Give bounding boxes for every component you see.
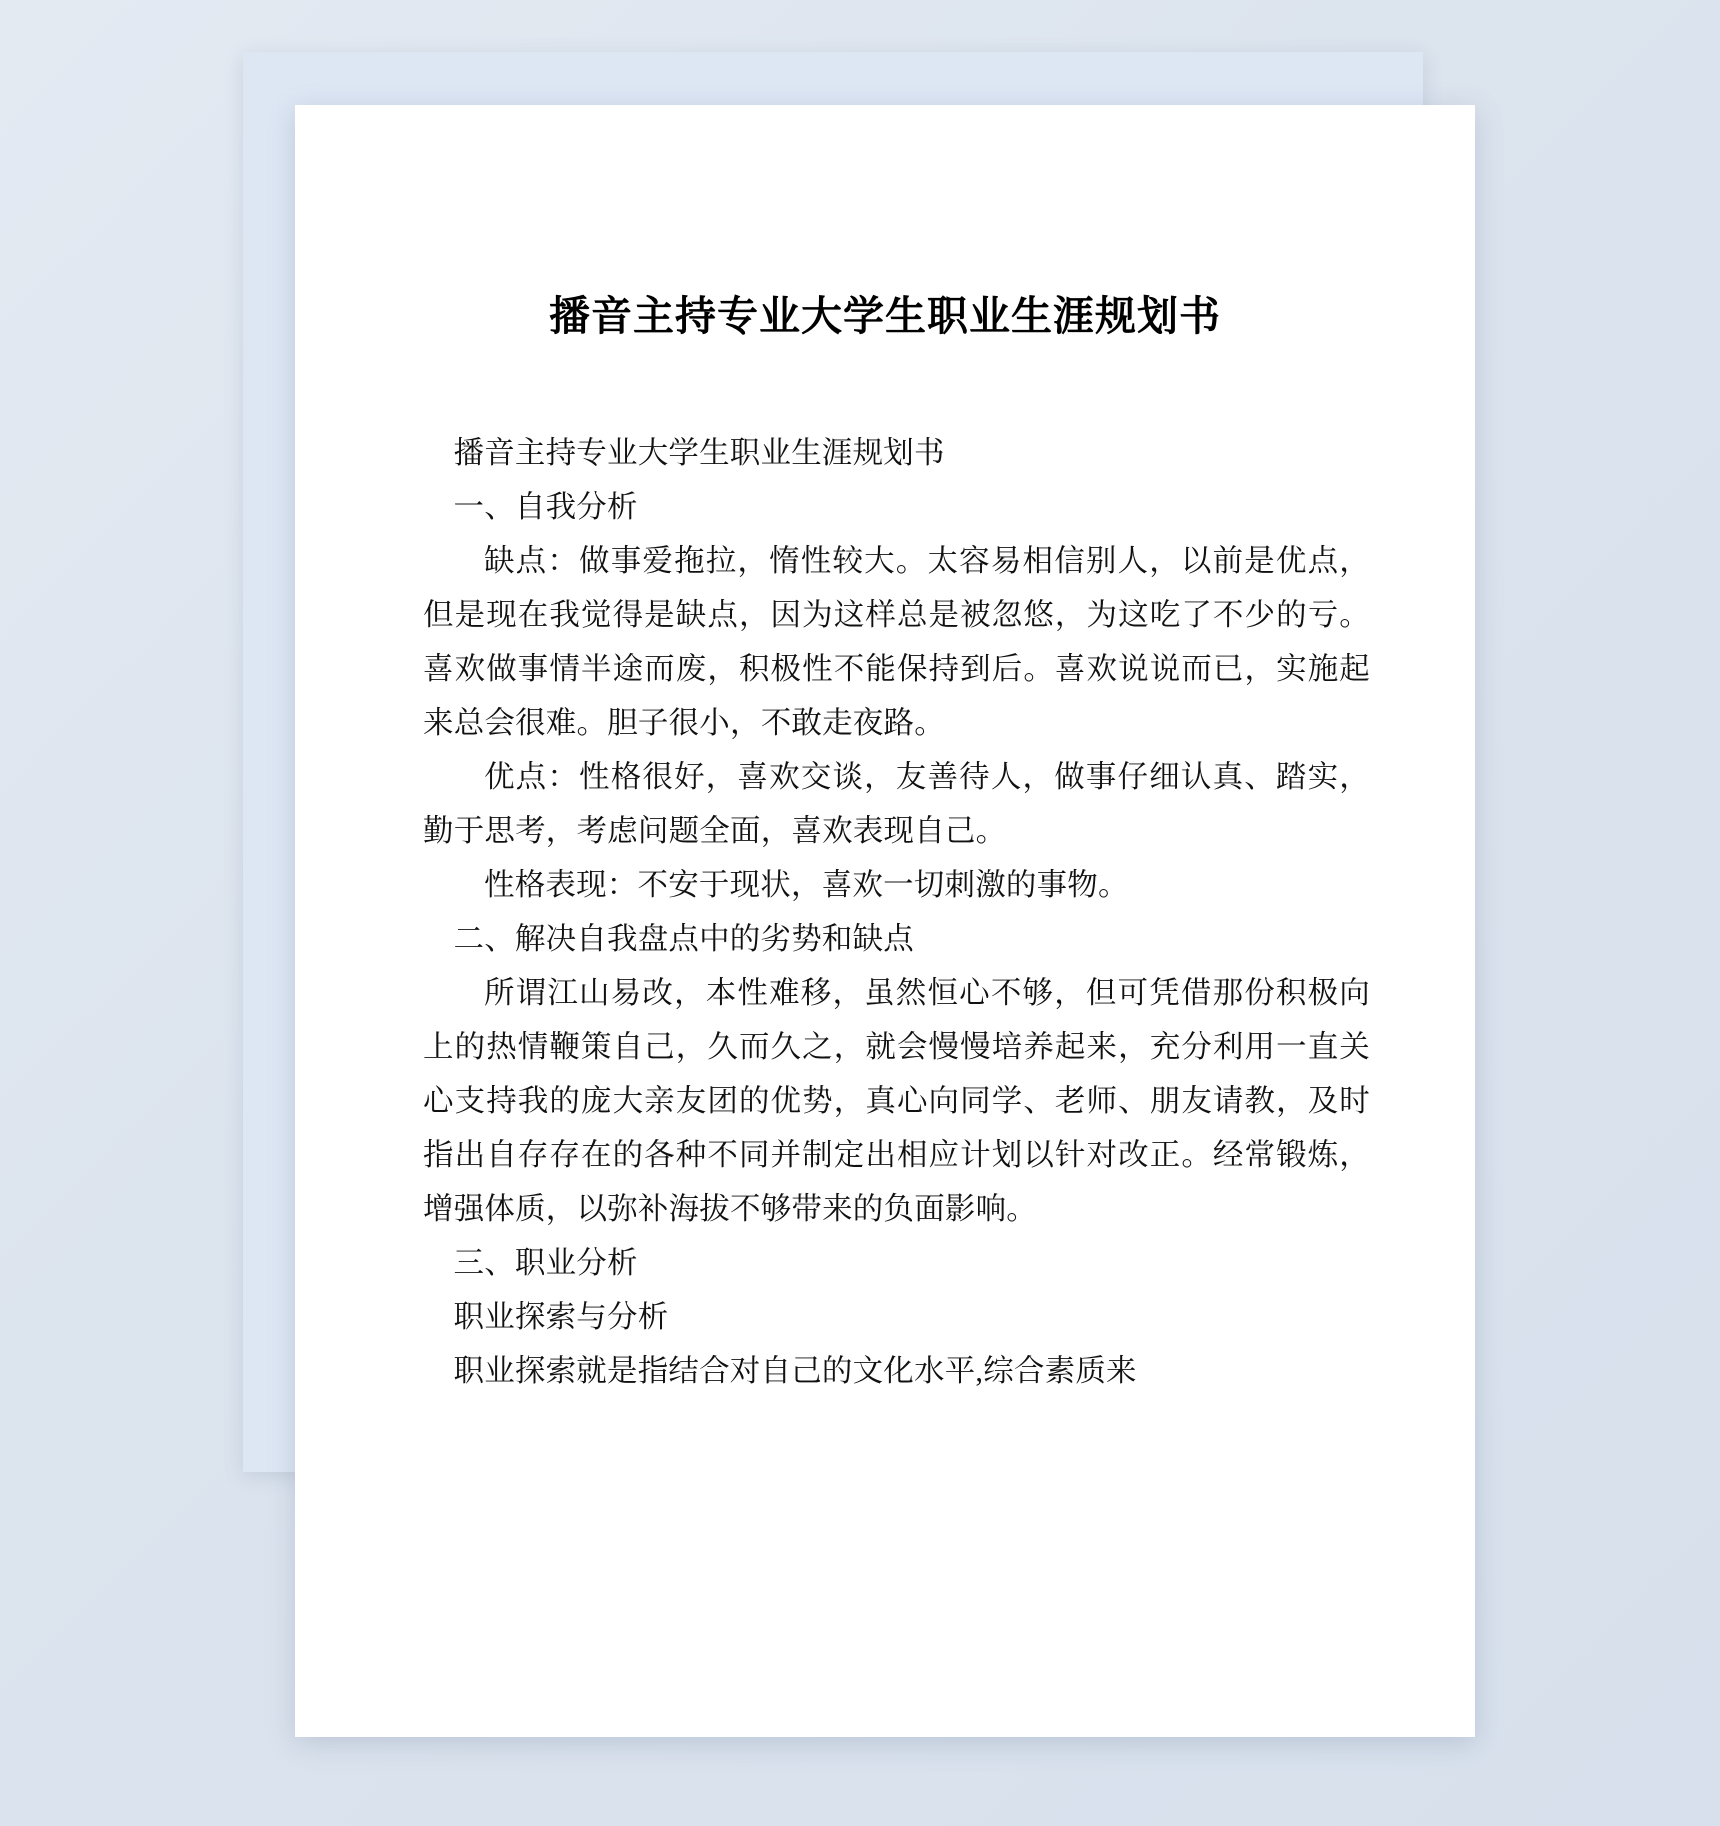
paragraph-career-explore-title: 职业探索与分析 bbox=[453, 1300, 669, 1334]
paragraph-subtitle: 播音主持专业大学生职业生涯规划书 bbox=[453, 436, 945, 470]
paragraph-section-2: 二、解决自我盘点中的劣势和缺点 bbox=[453, 922, 914, 956]
page-title: 播音主持专业大学生职业生涯规划书 bbox=[549, 292, 1221, 340]
paragraph-personality: 性格表现：不安于现状，喜欢一切刺激的事物。 bbox=[484, 868, 1129, 902]
paragraph-career-explore-body: 职业探索就是指结合对自己的文化水平,综合素质来 bbox=[453, 1354, 1137, 1388]
paragraph-solution: 所谓江山易改，本性难移，虽然恒心不够，但可凭借那份积极向上的热情鞭策自己，久而久之，就会慢慢培养起来，充分利用一直关心支持我的庞大亲友团的优势，真心向同学、老师、朋友请教，及时指出自存存在的各种不同并制定出相应计划以针对改正。经常锻炼，增强体质，以弥补海拔不够带来的负面影响。 bbox=[423, 976, 1370, 1226]
paragraph-strength: 优点：性格很好，喜欢交谈，友善待人，做事仔细认真、踏实，勤于思考，考虑问题全面，喜欢表现自己。 bbox=[423, 760, 1370, 848]
paragraph-weakness: 缺点：做事爱拖拉，惰性较大。太容易相信别人，以前是优点，但是现在我觉得是缺点，因为这样总是被忽悠，为这吃了不少的亏。喜欢做事情半途而废，积极性不能保持到后。喜欢说说而已，实施起来总会很难。胆子很小，不敢走夜路。 bbox=[423, 544, 1370, 740]
paragraph-section-3: 三、职业分析 bbox=[453, 1246, 638, 1280]
paragraph-section-1: 一、自我分析 bbox=[453, 490, 638, 524]
document-body bbox=[295, 426, 1475, 1398]
document-page bbox=[295, 105, 1475, 1737]
